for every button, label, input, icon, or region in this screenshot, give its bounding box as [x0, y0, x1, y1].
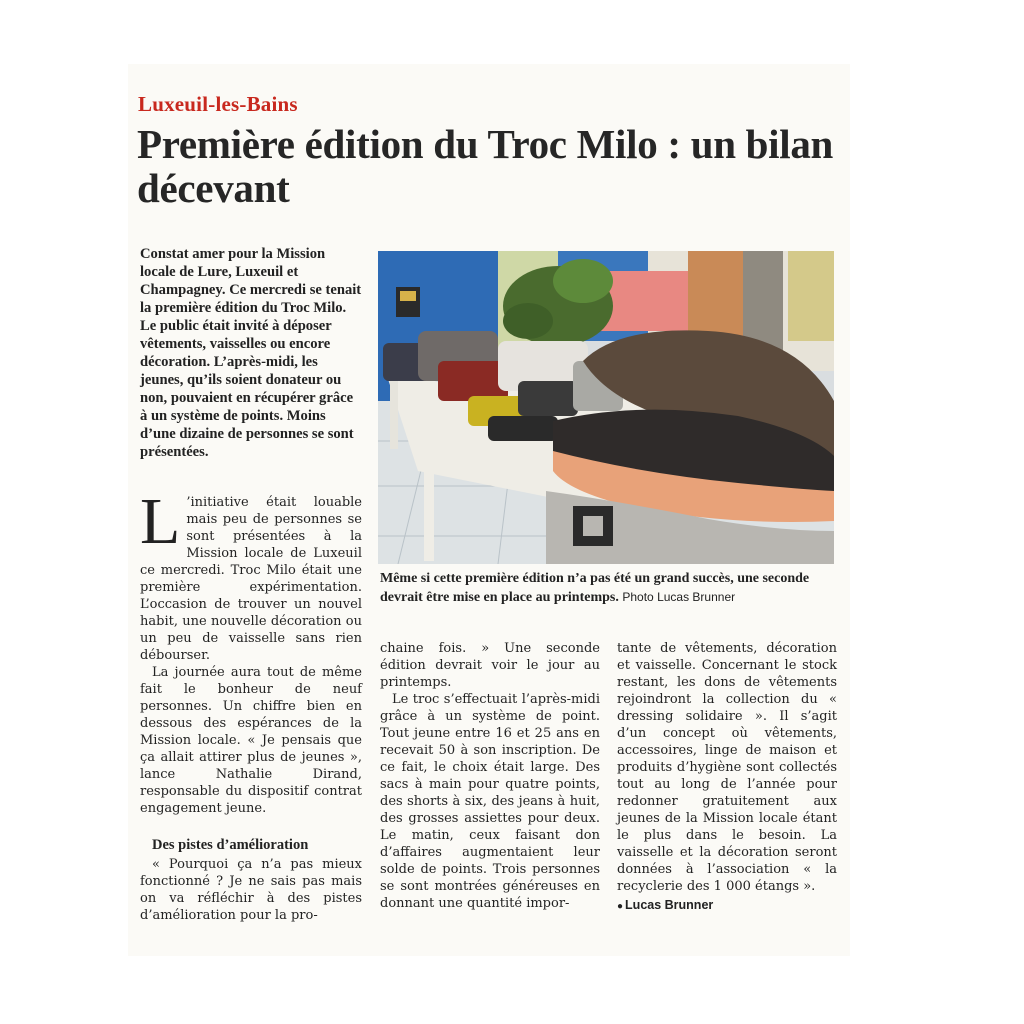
article-kicker: Luxeuil-les-Bains [138, 92, 298, 116]
drop-cap: L [140, 485, 181, 558]
author-signature [617, 897, 837, 915]
paragraph: La journée aura tout de même fait le bonheur de neuf personnes. Un chiffre bien en dessous des espérances de la Mission locale. « Je pensais que ça allait attirer plus de jeunes », lance Nathalie Dirand, responsable du dispositif contrat engagement jeune. [140, 665, 362, 816]
paragraph: tante de vêtements, décoration et vaisselle. Concernant le stock restant, les dons de vêtements rejoindront la collection du « dressing solidaire ». Il s’agit d’un concept où vêtements, accessoires, linge de maison et produits d’hygiène sont collectés tout au long de l’année pour redonner gratuitement aux jeunes de la Mission locale étant le plus dans le besoin. La vaisselle et la décoration seront données à l’association « la recyclerie des 1 000 étangs ». [617, 641, 837, 894]
paragraph: ’initiative était louable mais peu de personnes se sont présentées à la Mission locale de Luxeuil ce mercredi. Troc Milo était une première expérimentation. L’occasion de trouver un nouvel habit, une nouvelle décoration ou un peu de vaisselle sans rien débourser. [140, 495, 362, 663]
caption-text: Même si cette première édition n’a pas été un grand succès, une seconde devrait être mise en place au printemps. [380, 571, 810, 605]
paragraph: chaine fois. » Une seconde édition devrait voir le jour au printemps. [380, 641, 600, 690]
article-lead: Constat amer pour la Mission locale de Lure, Luxeuil et Champagney. Ce mercredi se tenait la première édition du Troc Milo. Le public était invité à déposer vêtements, vaisselles ou encore décoration. L’après-midi, les jeunes, qu’ils soient donateur ou non, pouvaient en récupérer grâce à un système de points. Moins d’une dizaine de personnes se sont présentées. [140, 246, 362, 460]
article-column-1 [140, 485, 362, 924]
article-column-2 [380, 640, 600, 912]
paragraph: « Pourquoi ça n’a pas mieux fonctionné ? Je ne sais pas mais on va réfléchir à des pistes d’amélioration pour la pro- [140, 857, 362, 923]
photo-credit: Photo Lucas Brunner [622, 590, 736, 604]
author-name: Lucas Brunner [625, 898, 714, 912]
article-headline: Première édition du Troc Milo : un bilan décevant [137, 121, 834, 211]
article-photo [378, 251, 834, 564]
article-column-3 [617, 640, 837, 915]
section-subheading: Des pistes d’amélioration [152, 837, 309, 853]
paragraph: Le troc s’effectuait l’après-midi grâce à un système de point. Tout jeune entre 16 et 25 ans en recevait 50 à son inscription. De ce fait, le choix était large. Des sacs à main pour quatre points, des shorts à six, des jeans à huit, des grosses assiettes pour deux. Le matin, ceux faisant don d’affaires augmentaient leur solde de points. Trois personnes se sont montrées généreuses en donnant une quantité impor- [380, 692, 600, 911]
bullet-icon: ● [617, 901, 624, 912]
photo-caption [380, 570, 835, 607]
